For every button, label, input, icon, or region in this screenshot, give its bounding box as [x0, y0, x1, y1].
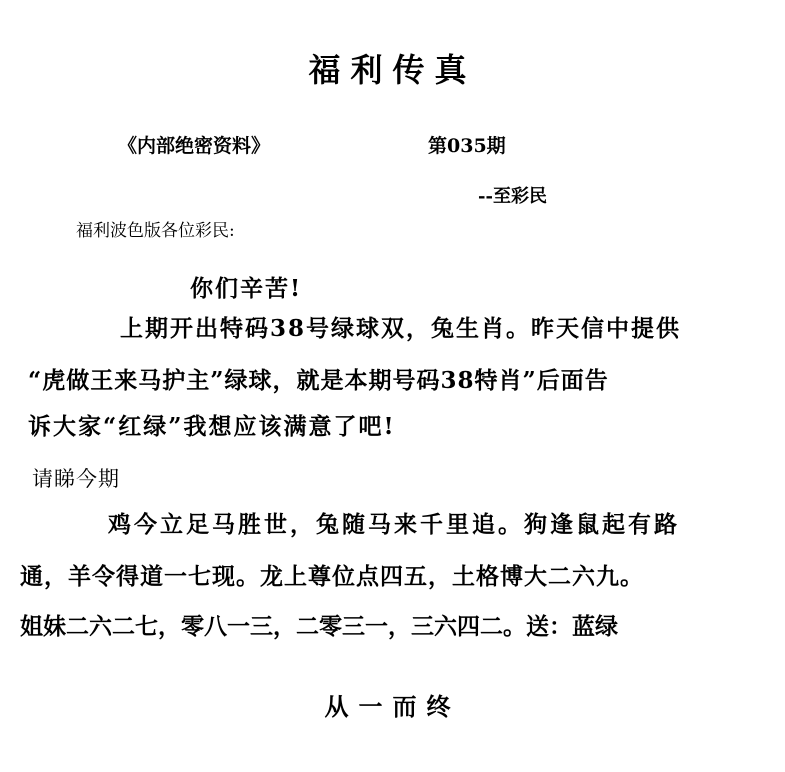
subtitle: 《内部绝密资料》	[118, 135, 271, 157]
body-line-6: 鸡今立足马胜世，兔随马来千里追。狗逢鼠起有路	[108, 511, 680, 538]
page-title: 福利传真	[308, 51, 477, 89]
footer-title: 从一而终	[324, 692, 461, 721]
body-line-8: 姐妹二六二七，零八一三，二零三一，三六四二。送：蓝绿	[20, 613, 618, 640]
body-line-7: 通，羊令得道一七现。龙上尊位点四五，土格博大二六九。	[20, 563, 644, 590]
body-line-3: “虎做王来马护主”绿球，就是本期号码38特肖”后面告	[28, 367, 609, 394]
signature: --至彩民	[478, 186, 547, 207]
body-line-5: 请睇今期	[32, 467, 120, 491]
body-line-4: 诉大家“红绿”我想应该满意了吧!	[28, 413, 396, 440]
greeting: 福利波色版各位彩民:	[76, 221, 235, 241]
body-line-2: 上期开出特码38号绿球双，兔生肖。昨天信中提供	[120, 315, 682, 342]
issue-number: 第035期	[428, 135, 506, 157]
body-line-1: 你们辛苦!	[190, 275, 303, 302]
